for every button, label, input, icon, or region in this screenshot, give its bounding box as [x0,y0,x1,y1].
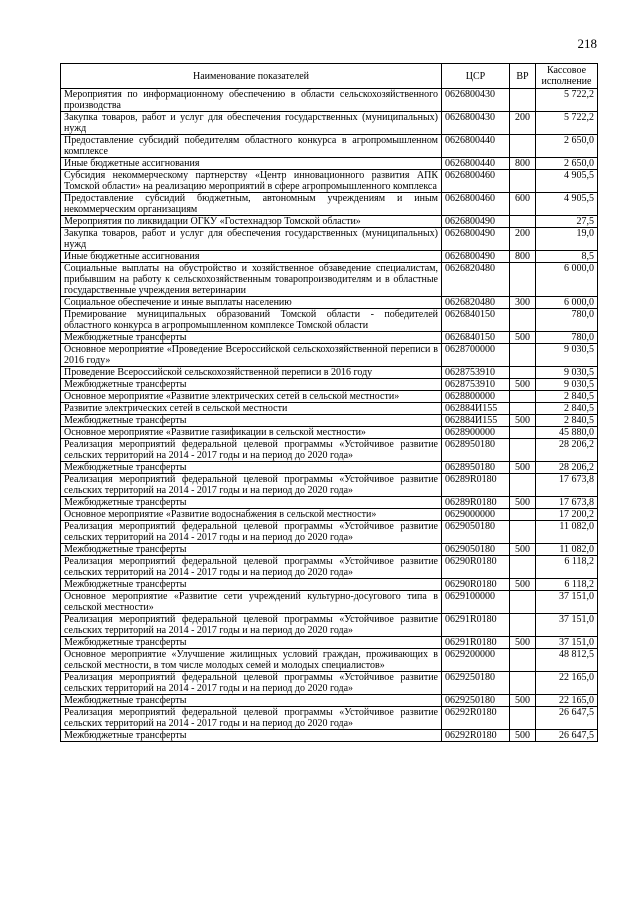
row-amount-cell: 5 722,2 [536,89,598,112]
row-csr-cell: 06289R0180 [442,497,510,509]
table-row [61,263,598,297]
table-row [61,497,598,509]
row-amount-cell: 19,0 [536,228,598,251]
row-vr-cell: 500 [510,462,536,474]
row-vr-cell [510,89,536,112]
row-name-cell: Мероприятия по ликвидации ОГКУ «Гостехнадзор Томской области» [61,216,442,228]
table-row [61,170,598,193]
table-row [61,579,598,591]
row-amount-cell: 9 030,5 [536,367,598,379]
table-row [61,403,598,415]
row-csr-cell: 0626820480 [442,263,510,297]
row-vr-cell [510,427,536,439]
row-vr-cell [510,556,536,579]
table-row [61,462,598,474]
row-amount-cell: 11 082,0 [536,544,598,556]
row-csr-cell: 0629250180 [442,695,510,707]
table-row [61,216,598,228]
row-amount-cell: 6 118,2 [536,579,598,591]
row-csr-cell: 0629100000 [442,591,510,614]
row-csr-cell: 062884И155 [442,403,510,415]
row-name-cell: Закупка товаров, работ и услуг для обеспечения государственных (муниципальных) нужд [61,228,442,251]
row-amount-cell: 17 673,8 [536,474,598,497]
row-amount-cell: 4 905,5 [536,193,598,216]
row-amount-cell: 6 000,0 [536,297,598,309]
row-vr-cell [510,707,536,730]
row-amount-cell: 11 082,0 [536,521,598,544]
table-row [61,112,598,135]
row-amount-cell: 27,5 [536,216,598,228]
row-csr-cell: 0629050180 [442,544,510,556]
table-row [61,367,598,379]
row-name-cell: Межбюджетные трансферты [61,415,442,427]
table-row [61,637,598,649]
row-name-cell: Основное мероприятие «Развитие электрических сетей в сельской местности» [61,391,442,403]
row-csr-cell: 0628800000 [442,391,510,403]
row-csr-cell: 0626800460 [442,170,510,193]
row-name-cell: Основное мероприятие «Проведение Всероссийской сельскохозяйственной переписи в 2016 году» [61,344,442,367]
row-csr-cell: 0629200000 [442,649,510,672]
table-row [61,591,598,614]
row-vr-cell [510,391,536,403]
budget-table [60,63,598,742]
row-vr-cell [510,474,536,497]
row-name-cell: Премирование муниципальных образований Томской области - победителей областного конкурса в агропромышленном комплексе Томской области [61,309,442,332]
row-name-cell: Предоставление субсидий бюджетным, автономным учреждениям и иным некоммерческим организациям [61,193,442,216]
table-row [61,193,598,216]
row-name-cell: Реализация мероприятий федеральной целевой программы «Устойчивое развитие сельских территорий на 2014 - 2017 годы и на период до 2020 года» [61,474,442,497]
row-name-cell: Основное мероприятие «Развитие сети учреждений культурно-досугового типа в сельской местности» [61,591,442,614]
row-name-cell: Основное мероприятие «Улучшение жилищных условий граждан, проживающих в сельской местности, в том числе молодых семей и молодых специалистов» [61,649,442,672]
row-name-cell: Межбюджетные трансферты [61,695,442,707]
row-csr-cell: 0628950180 [442,462,510,474]
table-row [61,415,598,427]
row-csr-cell: 06291R0180 [442,637,510,649]
row-vr-cell [510,672,536,695]
row-vr-cell [510,649,536,672]
row-name-cell: Предоставление субсидий победителям областного конкурса в агропромышленном комплексе [61,135,442,158]
table-row [61,228,598,251]
table-row [61,251,598,263]
row-amount-cell: 780,0 [536,332,598,344]
table-row [61,509,598,521]
row-csr-cell: 0629250180 [442,672,510,695]
row-vr-cell: 500 [510,415,536,427]
row-csr-cell: 0626840150 [442,332,510,344]
row-amount-cell: 4 905,5 [536,170,598,193]
row-csr-cell: 0628900000 [442,427,510,439]
header-vr: ВР [510,64,536,89]
row-amount-cell: 17 673,8 [536,497,598,509]
row-csr-cell: 06289R0180 [442,474,510,497]
table-row [61,474,598,497]
row-vr-cell [510,263,536,297]
row-csr-cell: 06292R0180 [442,707,510,730]
row-name-cell: Реализация мероприятий федеральной целевой программы «Устойчивое развитие сельских территорий на 2014 - 2017 годы и на период до 2020 года» [61,521,442,544]
row-name-cell: Реализация мероприятий федеральной целевой программы «Устойчивое развитие сельских территорий на 2014 - 2017 годы и на период до 2020 года» [61,556,442,579]
row-vr-cell [510,309,536,332]
row-vr-cell: 500 [510,579,536,591]
row-name-cell: Проведение Всероссийской сельскохозяйственной переписи в 2016 году [61,367,442,379]
header-name: Наименование показателей [61,64,442,89]
row-amount-cell: 9 030,5 [536,344,598,367]
row-csr-cell: 0626800430 [442,89,510,112]
table-row [61,439,598,462]
row-name-cell: Реализация мероприятий федеральной целевой программы «Устойчивое развитие сельских территорий на 2014 - 2017 годы и на период до 2020 года» [61,672,442,695]
row-vr-cell [510,367,536,379]
row-name-cell: Межбюджетные трансферты [61,497,442,509]
row-csr-cell: 06292R0180 [442,730,510,742]
row-amount-cell: 28 206,2 [536,462,598,474]
table-row [61,707,598,730]
row-vr-cell: 800 [510,251,536,263]
row-name-cell: Социальные выплаты на обустройство и хозяйственное обзаведение специалистам, прибывшим на работу к сельскохозяйственным товаропроизводителям и в областные государственные учреждения ветеринарии [61,263,442,297]
row-vr-cell [510,439,536,462]
table-row [61,309,598,332]
page-number: 218 [577,36,597,51]
row-amount-cell: 2 840,5 [536,391,598,403]
row-amount-cell: 9 030,5 [536,379,598,391]
row-vr-cell [510,216,536,228]
row-vr-cell: 500 [510,730,536,742]
header-csr: ЦСР [442,64,510,89]
row-amount-cell: 2 840,5 [536,403,598,415]
row-vr-cell [510,403,536,415]
row-vr-cell: 500 [510,637,536,649]
row-amount-cell: 28 206,2 [536,439,598,462]
row-csr-cell: 0626800460 [442,193,510,216]
row-vr-cell: 500 [510,332,536,344]
row-amount-cell: 26 647,5 [536,730,598,742]
table-row [61,89,598,112]
table-row [61,521,598,544]
table-row [61,379,598,391]
table-row [61,544,598,556]
row-name-cell: Социальное обеспечение и иные выплаты населению [61,297,442,309]
row-csr-cell: 0628700000 [442,344,510,367]
table-row [61,344,598,367]
row-vr-cell [510,509,536,521]
row-amount-cell: 26 647,5 [536,707,598,730]
row-csr-cell: 0626800430 [442,112,510,135]
row-vr-cell [510,614,536,637]
table-row [61,332,598,344]
row-csr-cell: 0626820480 [442,297,510,309]
row-name-cell: Межбюджетные трансферты [61,462,442,474]
row-amount-cell: 45 880,0 [536,427,598,439]
row-csr-cell: 0626800440 [442,135,510,158]
table-row [61,649,598,672]
row-amount-cell: 2 650,0 [536,158,598,170]
row-name-cell: Основное мероприятие «Развитие водоснабжения в сельской местности» [61,509,442,521]
row-csr-cell: 0626800490 [442,251,510,263]
row-csr-cell: 0629050180 [442,521,510,544]
row-name-cell: Реализация мероприятий федеральной целевой программы «Устойчивое развитие сельских территорий на 2014 - 2017 годы и на период до 2020 года» [61,614,442,637]
row-vr-cell: 800 [510,158,536,170]
row-name-cell: Межбюджетные трансферты [61,730,442,742]
row-amount-cell: 2 840,5 [536,415,598,427]
row-amount-cell: 5 722,2 [536,112,598,135]
row-csr-cell: 0628753910 [442,367,510,379]
row-vr-cell [510,135,536,158]
table-row [61,158,598,170]
row-vr-cell: 500 [510,497,536,509]
row-amount-cell: 8,5 [536,251,598,263]
table-row [61,297,598,309]
row-amount-cell: 6 000,0 [536,263,598,297]
table-row [61,695,598,707]
row-vr-cell: 300 [510,297,536,309]
row-vr-cell: 200 [510,112,536,135]
table-row [61,135,598,158]
row-csr-cell: 0628753910 [442,379,510,391]
row-name-cell: Закупка товаров, работ и услуг для обеспечения государственных (муниципальных) нужд [61,112,442,135]
row-name-cell: Межбюджетные трансферты [61,544,442,556]
row-name-cell: Межбюджетные трансферты [61,579,442,591]
row-vr-cell [510,521,536,544]
row-amount-cell: 6 118,2 [536,556,598,579]
row-name-cell: Реализация мероприятий федеральной целевой программы «Устойчивое развитие сельских территорий на 2014 - 2017 годы и на период до 2020 года» [61,707,442,730]
row-name-cell: Субсидия некоммерческому партнерству «Центр инновационного развития АПК Томской области» на реализацию мероприятий в сфере агропромышленного комплекса [61,170,442,193]
row-csr-cell: 0629000000 [442,509,510,521]
row-amount-cell: 37 151,0 [536,637,598,649]
row-amount-cell: 37 151,0 [536,591,598,614]
header-row [61,64,598,89]
row-vr-cell: 500 [510,379,536,391]
table-row [61,730,598,742]
table-row [61,427,598,439]
row-vr-cell: 600 [510,193,536,216]
row-amount-cell: 22 165,0 [536,695,598,707]
header-amount: Кассовое исполнение [536,64,598,89]
table-row [61,672,598,695]
row-vr-cell: 500 [510,695,536,707]
row-name-cell: Иные бюджетные ассигнования [61,251,442,263]
row-csr-cell: 06290R0180 [442,579,510,591]
row-amount-cell: 780,0 [536,309,598,332]
row-csr-cell: 06290R0180 [442,556,510,579]
row-name-cell: Межбюджетные трансферты [61,379,442,391]
row-name-cell: Реализация мероприятий федеральной целевой программы «Устойчивое развитие сельских территорий на 2014 - 2017 годы и на период до 2020 года» [61,439,442,462]
row-csr-cell: 0626840150 [442,309,510,332]
row-vr-cell [510,344,536,367]
table-row [61,556,598,579]
row-vr-cell [510,591,536,614]
row-name-cell: Иные бюджетные ассигнования [61,158,442,170]
row-vr-cell: 500 [510,544,536,556]
row-amount-cell: 22 165,0 [536,672,598,695]
row-name-cell: Основное мероприятие «Развитие газификации в сельской местности» [61,427,442,439]
row-amount-cell: 17 200,2 [536,509,598,521]
row-csr-cell: 06291R0180 [442,614,510,637]
row-csr-cell: 0626800490 [442,216,510,228]
row-name-cell: Мероприятия по информационному обеспечению в области сельскохозяйственного производства [61,89,442,112]
row-csr-cell: 0628950180 [442,439,510,462]
row-amount-cell: 2 650,0 [536,135,598,158]
table-row [61,391,598,403]
row-name-cell: Развитие электрических сетей в сельской местности [61,403,442,415]
row-amount-cell: 48 812,5 [536,649,598,672]
row-name-cell: Межбюджетные трансферты [61,332,442,344]
table-row [61,614,598,637]
row-amount-cell: 37 151,0 [536,614,598,637]
row-vr-cell: 200 [510,228,536,251]
row-csr-cell: 062884И155 [442,415,510,427]
row-csr-cell: 0626800440 [442,158,510,170]
row-csr-cell: 0626800490 [442,228,510,251]
row-vr-cell [510,170,536,193]
row-name-cell: Межбюджетные трансферты [61,637,442,649]
